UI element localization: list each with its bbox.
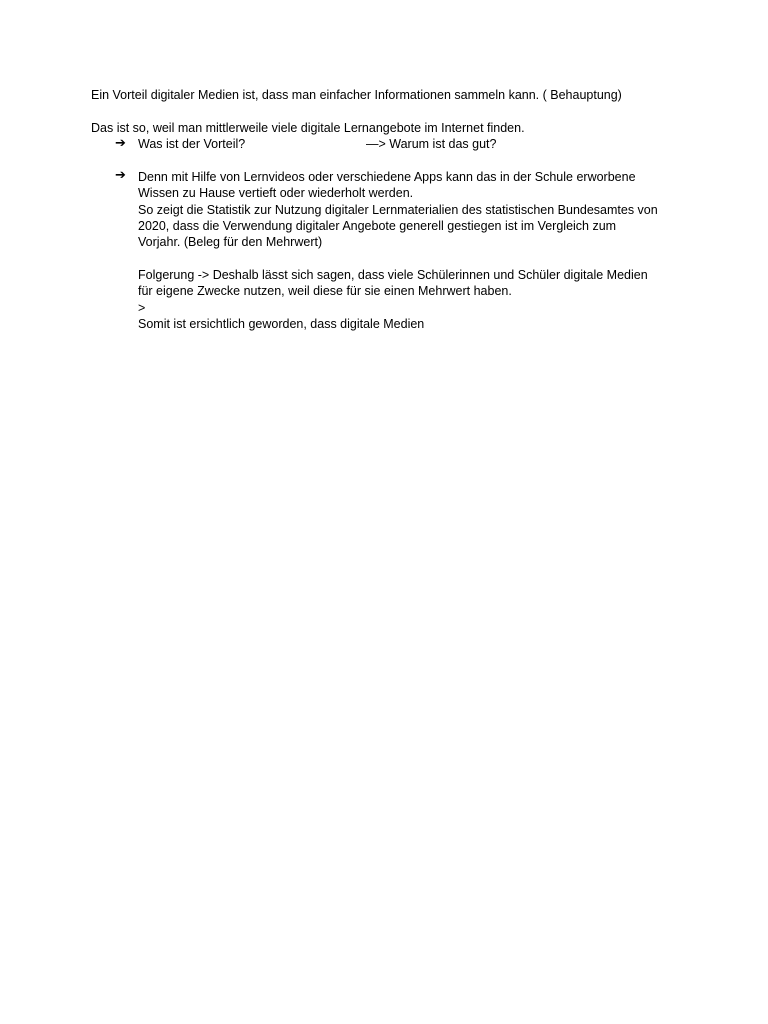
- conclusion-line: Folgerung -> Deshalb lässt sich sagen, dass viele Schülerinnen und Schüler digitale Medien: [138, 268, 648, 282]
- argument-paragraph: [138, 169, 698, 250]
- paragraph-line: 2020, dass die Verwendung digitaler Angebote generell gestiegen ist im Vergleich zum: [138, 218, 617, 233]
- conclusion-line: Somit ist ersichtlich geworden, dass digitale Medien: [138, 316, 425, 331]
- arrow-bullet-icon: ➔: [115, 136, 126, 151]
- conclusion-line: für eigene Zwecke nutzen, weil diese für sie einen Mehrwert haben.: [138, 284, 512, 299]
- question-warum: —> Warum ist das gut?: [366, 137, 497, 151]
- paragraph-line: Vorjahr. (Beleg für den Mehrwert): [138, 235, 323, 250]
- claim-sentence: Ein Vorteil digitaler Medien ist, dass man einfacher Informationen sammeln kann. ( Behauptung): [91, 88, 622, 102]
- question-vorteil: Was ist der Vorteil?: [138, 137, 246, 151]
- paragraph-line: Wissen zu Hause vertieft oder wiederholt werden.: [138, 186, 414, 201]
- arrow-bullet-icon: ➔: [115, 168, 126, 183]
- conclusion-paragraph: [138, 267, 698, 332]
- reason-sentence: Das ist so, weil man mittlerweile viele digitale Lernangebote im Internet finden.: [91, 121, 525, 135]
- conclusion-line: >: [138, 300, 146, 315]
- paragraph-line: So zeigt die Statistik zur Nutzung digitaler Lernmaterialien des statistischen Bundesamtes von: [138, 202, 658, 217]
- paragraph-line: Denn mit Hilfe von Lernvideos oder verschiedene Apps kann das in der Schule erworbene: [138, 170, 636, 184]
